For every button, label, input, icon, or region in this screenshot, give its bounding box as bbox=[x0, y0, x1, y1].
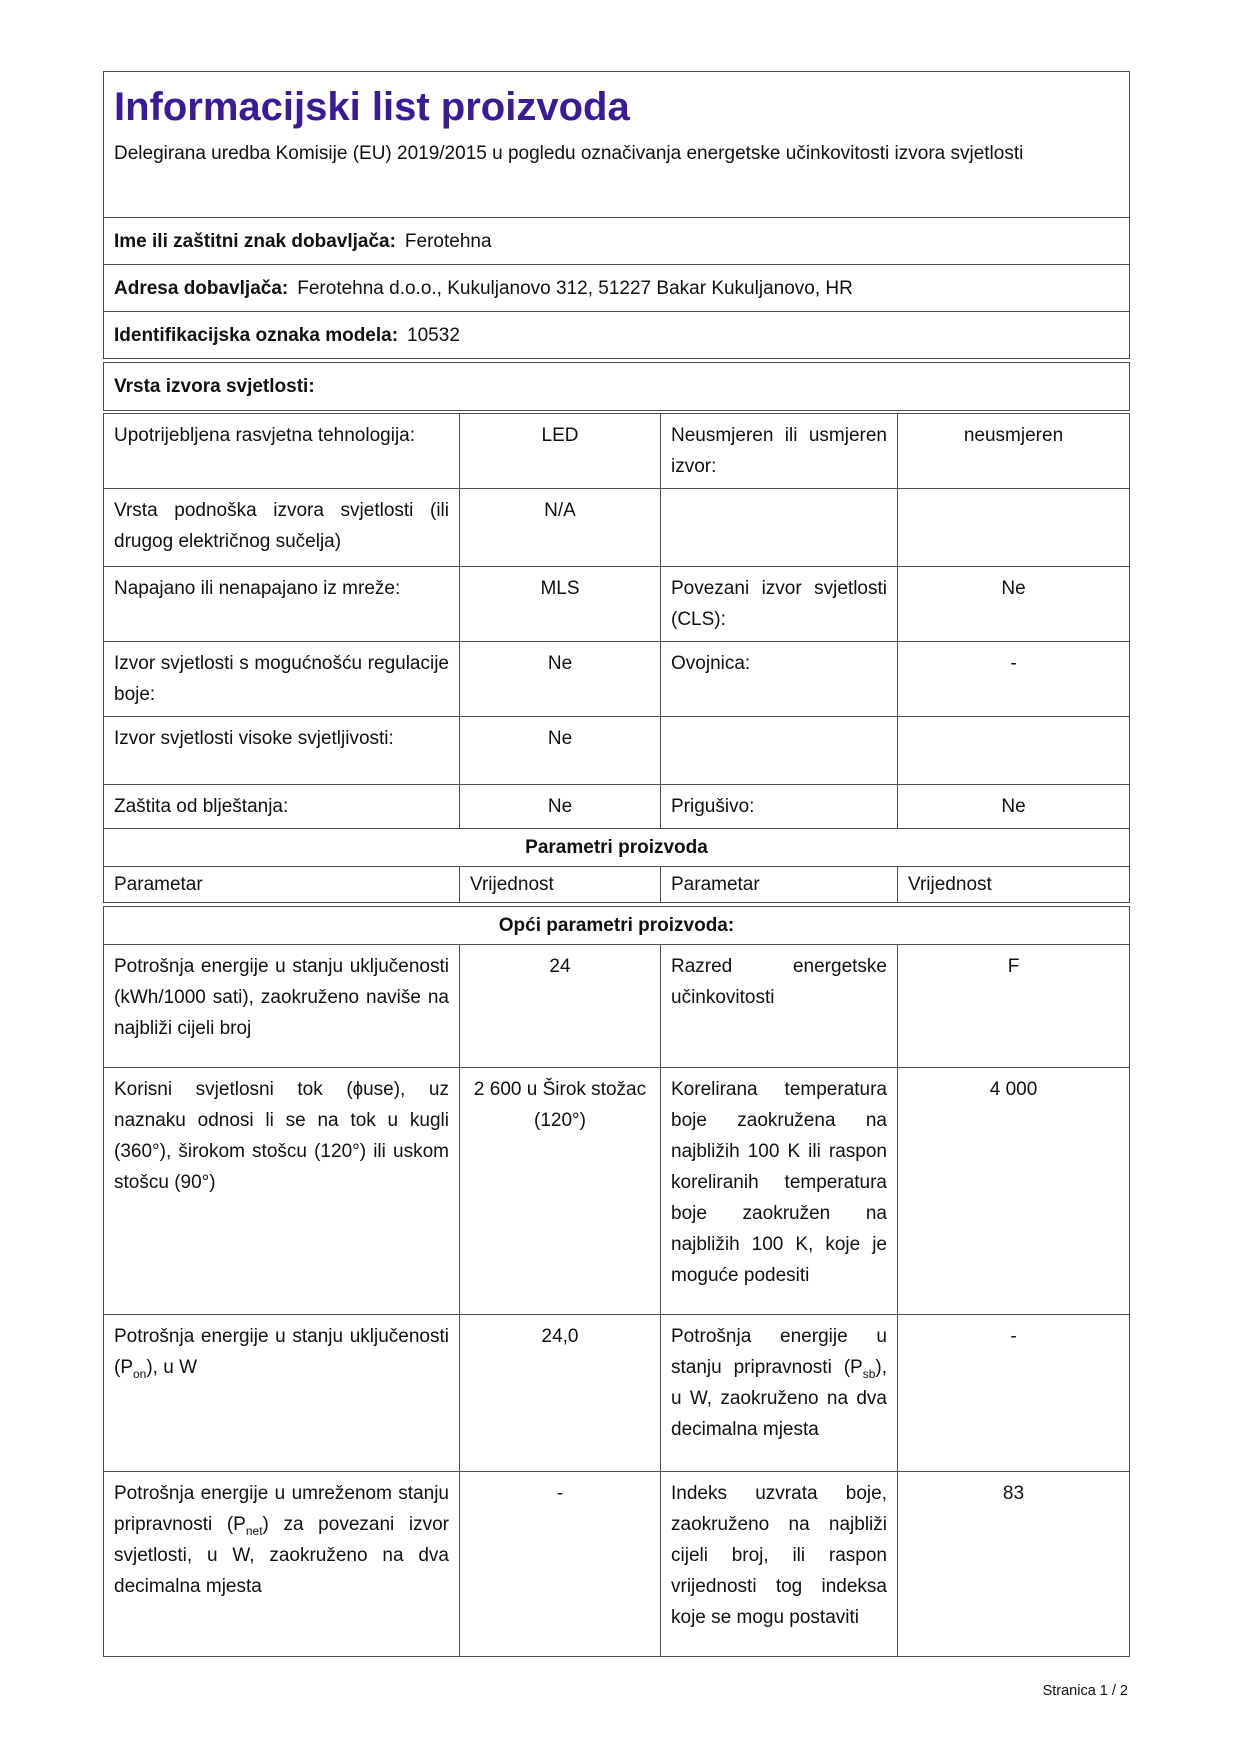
param-cell: Korisni svjetlosni tok (ɸuse), uz naznaku odnosi li se na tok u kugli (360°), širokom stošcu (120°) ili uskom stošcu (90°) bbox=[114, 1079, 449, 1193]
page-title: Informacijski list proizvoda bbox=[114, 85, 630, 129]
header-and-supplier-block bbox=[103, 71, 1130, 359]
supplier-name-value: Ferotehna bbox=[404, 231, 492, 252]
table-row bbox=[104, 1471, 1129, 1656]
page-number: Stranica 1 / 2 bbox=[1042, 1683, 1128, 1699]
value-cell: neusmjeren bbox=[897, 414, 1129, 488]
table-row bbox=[104, 488, 1129, 566]
column-header: Parametar bbox=[660, 867, 897, 902]
param-cell: Potrošnja energije u stanju uključenosti (kWh/1000 sati), zaokruženo naviše na najbliži cijeli broj bbox=[114, 956, 449, 1039]
param-cell: Prigušivo: bbox=[660, 785, 897, 828]
param-cell bbox=[660, 717, 897, 784]
value-cell: - bbox=[897, 642, 1129, 716]
value-cell: Ne bbox=[459, 642, 660, 716]
param-cell: Izvor svjetlosti s mogućnošću regulacije boje: bbox=[114, 653, 449, 705]
param-cell: Potrošnja energije u stanju pripravnosti $(P_{sb})$, u W, zaokruženo na dva decimalna mjesta bbox=[660, 1315, 897, 1471]
param-cell: Upotrijebljena rasvjetna tehnologija: bbox=[114, 425, 416, 446]
supplier-name-label: Ime ili zaštitni znak dobavljača: bbox=[114, 231, 396, 252]
section-header-product-params: Parametri proizvoda bbox=[104, 828, 1129, 866]
page-subtitle: Delegirana uredba Komisije (EU) 2019/2015 u pogledu označivanja energetske učinkovitosti izvora svjetlosti bbox=[114, 143, 1024, 164]
column-header: Vrijednost bbox=[459, 867, 660, 902]
value-cell: 24 bbox=[459, 945, 660, 1067]
table-row bbox=[104, 566, 1129, 641]
product-information-sheet bbox=[103, 71, 1130, 1699]
param-cell: Napajano ili nenapajano iz mreže: bbox=[114, 578, 401, 599]
table-row bbox=[104, 1067, 1129, 1314]
param-cell: Potrošnja energije u umreženom stanju pripravnosti $(P_{net})$ za povezani izvor svjetlosti, u W, zaokruženo na dva decimalna mjesta bbox=[114, 1483, 449, 1597]
table-row bbox=[104, 716, 1129, 784]
value-cell bbox=[897, 717, 1129, 784]
column-header: Vrijednost bbox=[897, 867, 1129, 902]
table-row bbox=[104, 944, 1129, 1067]
supplier-name-row bbox=[104, 217, 1129, 264]
param-cell: Neusmjeren ili usmjeren izvor: bbox=[660, 414, 897, 488]
value-cell: Ne bbox=[459, 717, 660, 784]
value-cell bbox=[897, 489, 1129, 566]
value-cell: N/A bbox=[459, 489, 660, 566]
value-cell: MLS bbox=[459, 567, 660, 641]
table-row bbox=[104, 641, 1129, 716]
param-cell: Povezani izvor svjetlosti (CLS): bbox=[660, 567, 897, 641]
value-cell: - bbox=[897, 1315, 1129, 1471]
param-cell: Izvor svjetlosti visoke svjetljivosti: bbox=[114, 728, 394, 749]
table-row bbox=[104, 784, 1129, 828]
param-cell: Korelirana temperatura boje zaokružena na najbližih 100 K ili raspon koreliranih temperatura boje zaokružen na najbližih 100 K, koje je moguće podesiti bbox=[660, 1068, 897, 1314]
spec-table bbox=[103, 413, 1130, 903]
param-cell: Vrsta podnoška izvora svjetlosti (ili drugog električnog sučelja) bbox=[114, 500, 449, 552]
value-cell: F bbox=[897, 945, 1129, 1067]
value-cell: - bbox=[459, 1472, 660, 1656]
param-cell bbox=[660, 489, 897, 566]
value-cell: 4 000 bbox=[897, 1068, 1129, 1314]
supplier-address-value: Ferotehna d.o.o., Kukuljanovo 312, 51227 Bakar Kukuljanovo, HR bbox=[297, 278, 853, 299]
param-cell: Zaštita od blještanja: bbox=[114, 796, 289, 817]
model-id-label: Identifikacijska oznaka modela: bbox=[114, 325, 399, 346]
title-cell bbox=[104, 72, 1129, 217]
param-cell: Razred energetske učinkovitosti bbox=[660, 945, 897, 1067]
param-cell: Ovojnica: bbox=[660, 642, 897, 716]
section-header-general-params: Opći parametri proizvoda: bbox=[498, 915, 735, 936]
param-cell: Potrošnja energije u stanju uključenosti $(P_{on})$, u W bbox=[114, 1326, 449, 1381]
column-header: Parametar bbox=[114, 874, 203, 895]
value-cell: Ne bbox=[897, 567, 1129, 641]
model-id-row bbox=[104, 311, 1129, 358]
model-id-value: 10532 bbox=[407, 325, 460, 346]
value-cell: LED bbox=[459, 414, 660, 488]
light-source-type-row bbox=[104, 363, 1129, 410]
light-source-type-block bbox=[103, 362, 1130, 411]
column-header-row bbox=[104, 866, 1129, 902]
param-cell: Indeks uzvrata boje, zaokruženo na najbliži cijeli broj, ili raspon vrijednosti tog indeksa koje se mogu postaviti bbox=[660, 1472, 897, 1656]
general-params-table bbox=[103, 906, 1130, 1657]
supplier-address-row bbox=[104, 264, 1129, 311]
table-row bbox=[104, 1314, 1129, 1471]
supplier-address-label: Adresa dobavljača: bbox=[114, 278, 289, 299]
value-cell: 24,0 bbox=[459, 1315, 660, 1471]
table-row bbox=[104, 414, 1129, 488]
value-cell: 2 600 u Širok stožac (120°) bbox=[459, 1068, 660, 1314]
value-cell: Ne bbox=[897, 785, 1129, 828]
value-cell: Ne bbox=[459, 785, 660, 828]
light-source-type-label: Vrsta izvora svjetlosti: bbox=[114, 376, 315, 397]
value-cell: 83 bbox=[897, 1472, 1129, 1656]
